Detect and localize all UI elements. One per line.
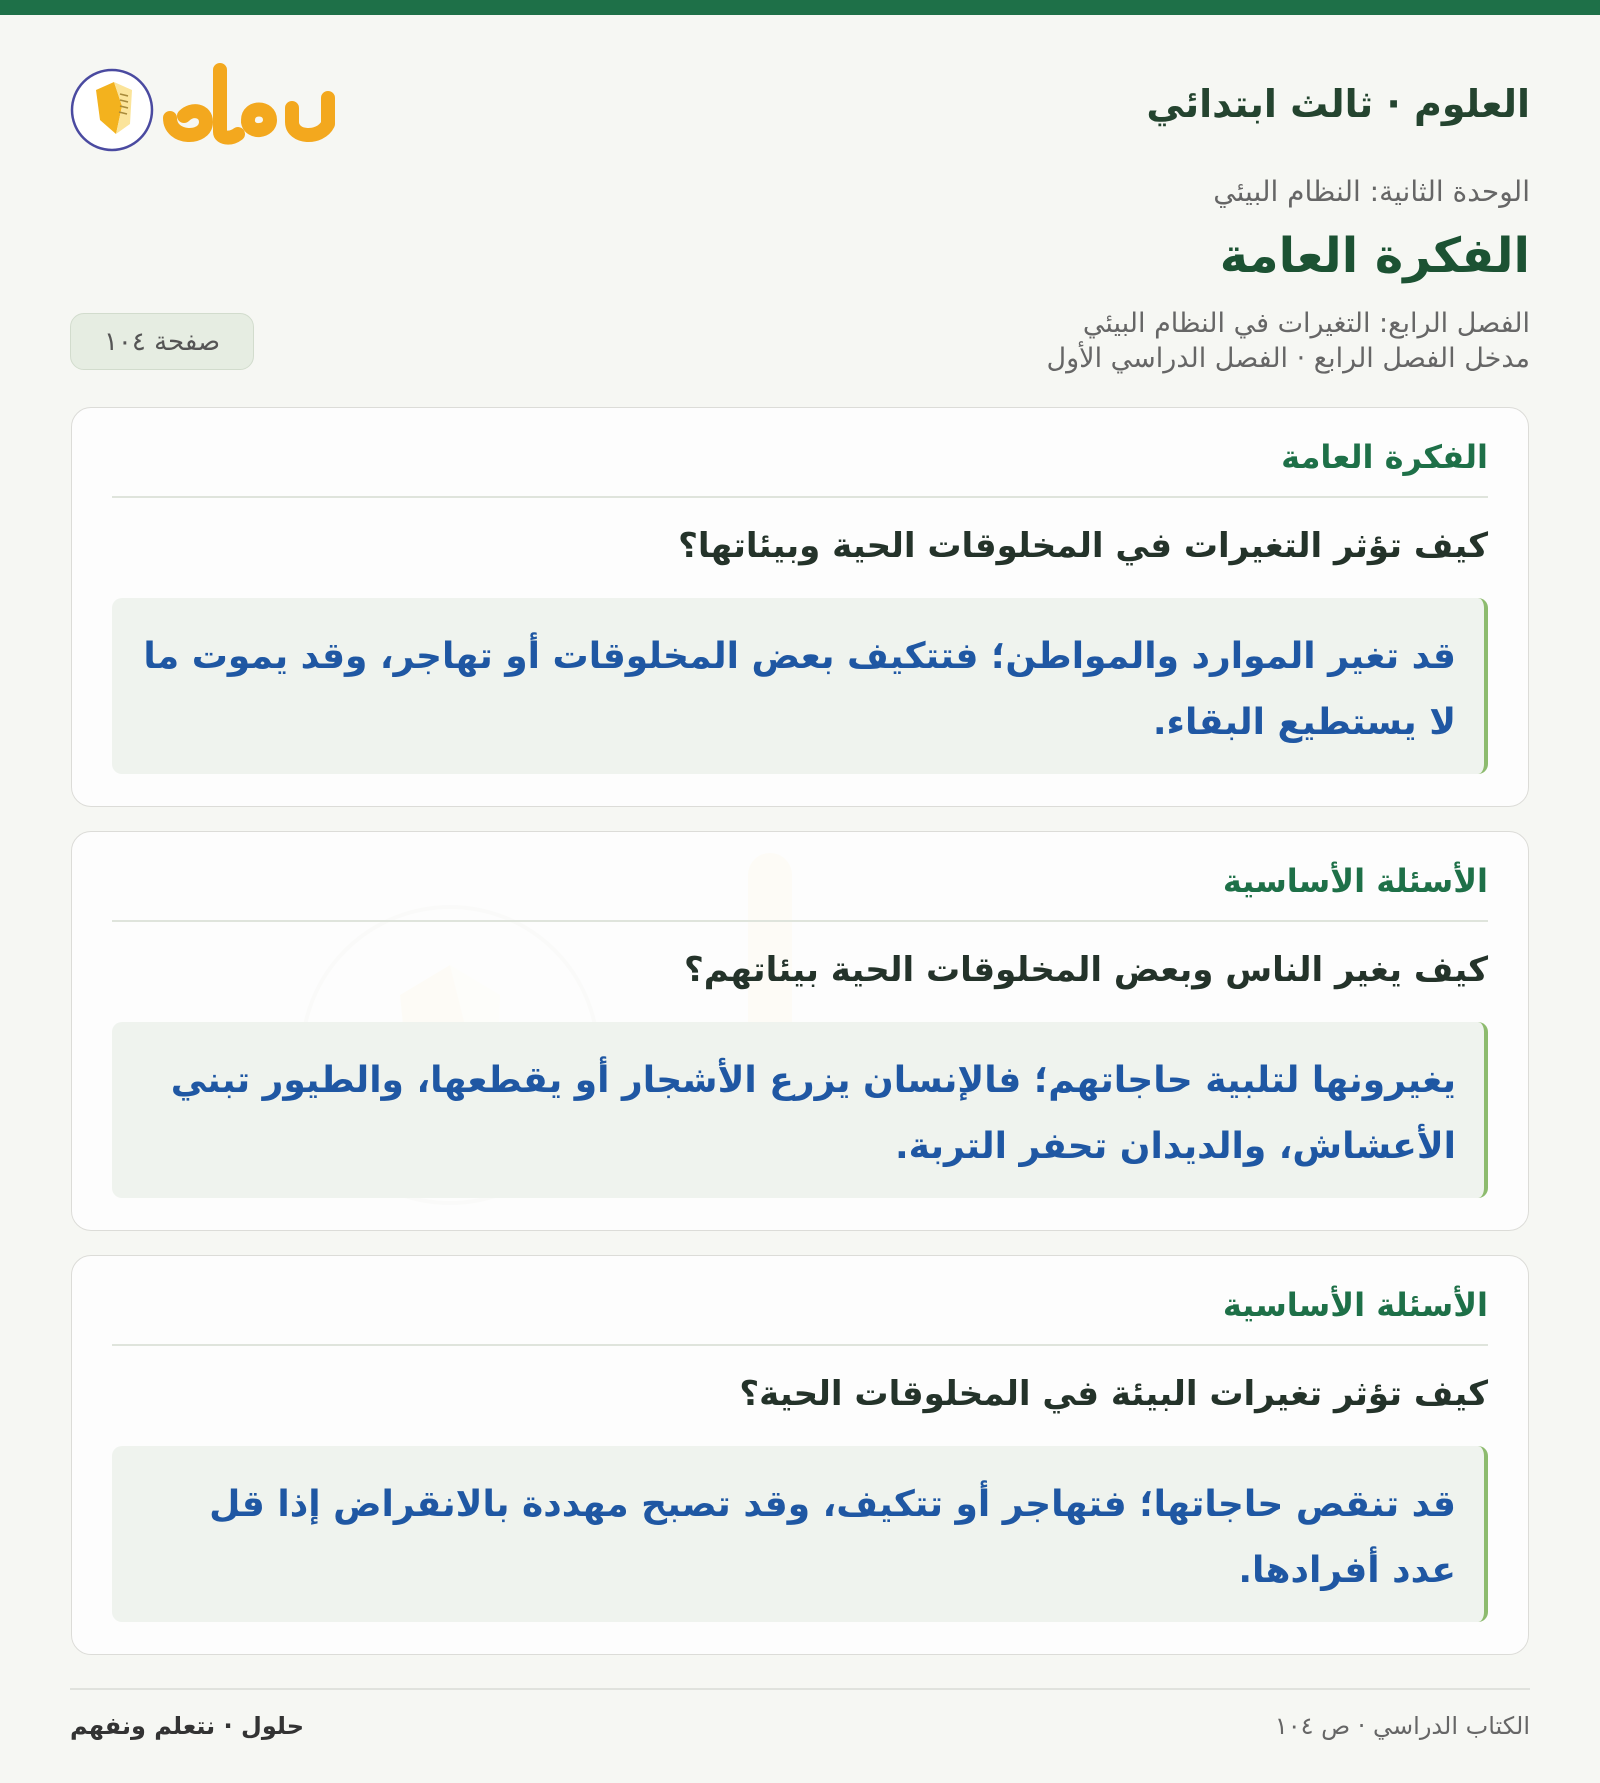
- chapter-label: الفصل الرابع: التغيرات في النظام البيئي: [1082, 308, 1530, 339]
- card-question: كيف يغير الناس وبعض المخلوقات الحية بيئاتهم؟: [683, 950, 1488, 990]
- footer-book-reference: الكتاب الدراسي · ص ١٠٤: [1274, 1712, 1530, 1740]
- page-number-badge: صفحة ١٠٤: [70, 313, 254, 370]
- card-divider: [112, 496, 1488, 498]
- footer-brand: حلول · نتعلم ونفهم: [70, 1712, 304, 1740]
- lesson-label: مدخل الفصل الرابع · الفصل الدراسي الأول: [1046, 343, 1530, 374]
- card-divider: [112, 1344, 1488, 1346]
- hulul-logo[interactable]: [70, 60, 340, 160]
- top-accent-bar: [0, 0, 1600, 15]
- card-heading: الأسئلة الأساسية: [1222, 862, 1488, 900]
- card-heading: الفكرة العامة: [1281, 438, 1488, 476]
- unit-label: الوحدة الثانية: النظام البيئي: [1213, 175, 1530, 208]
- book-logo-icon: [70, 60, 340, 160]
- logo-text: [340, 60, 341, 61]
- subject-title: العلوم · ثالث ابتدائي: [1146, 82, 1530, 126]
- footer-divider: [70, 1688, 1530, 1690]
- card-answer: قد تغير الموارد والمواطن؛ فتتكيف بعض المخلوقات أو تهاجر، وقد يموت ما لا يستطيع البقاء.: [112, 598, 1488, 774]
- card-general-idea: [71, 407, 1529, 807]
- card-essential-question-2: [71, 1255, 1529, 1655]
- card-answer: يغيرونها لتلبية حاجاتهم؛ فالإنسان يزرع الأشجار أو يقطعها، والطيور تبني الأعشاش، والديدان تحفر التربة.: [112, 1022, 1488, 1198]
- card-answer: قد تنقص حاجاتها؛ فتهاجر أو تتكيف، وقد تصبح مهددة بالانقراض إذا قل عدد أفرادها.: [112, 1446, 1488, 1622]
- page-header: [70, 60, 1530, 160]
- page-title: الفكرة العامة: [1219, 228, 1530, 284]
- card-question: كيف تؤثر تغيرات البيئة في المخلوقات الحية؟: [739, 1374, 1488, 1414]
- card-heading: الأسئلة الأساسية: [1222, 1286, 1488, 1324]
- card-essential-question-1: [71, 831, 1529, 1231]
- card-question: كيف تؤثر التغيرات في المخلوقات الحية وبيئاتها؟: [678, 526, 1488, 566]
- card-divider: [112, 920, 1488, 922]
